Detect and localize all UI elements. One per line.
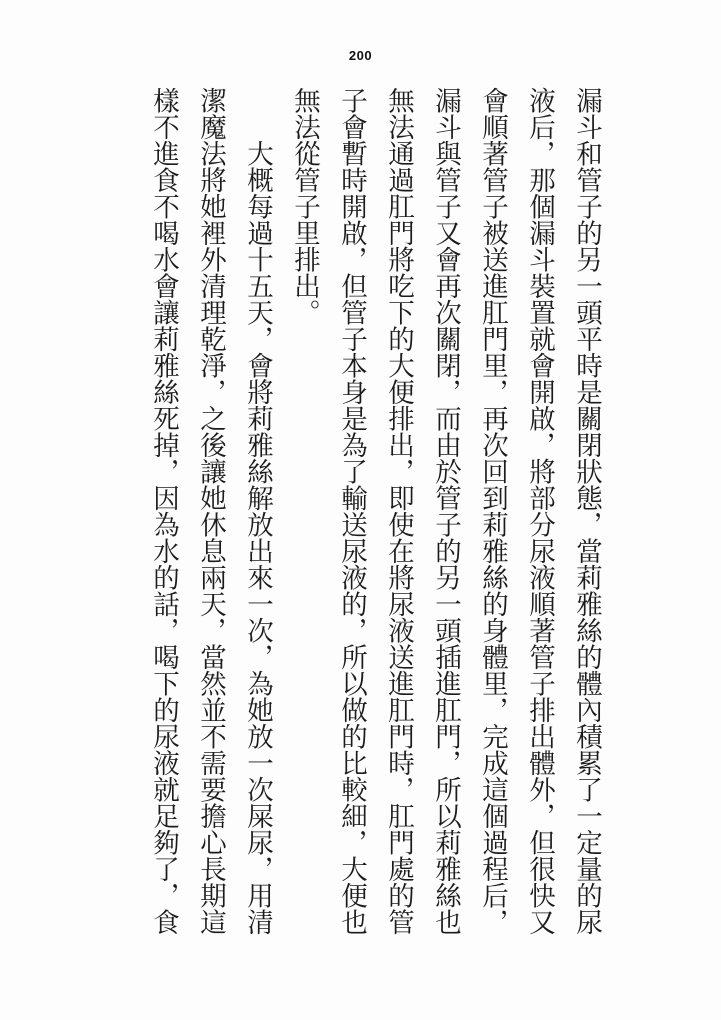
text-column: 會順著管子被送進肛門里，再次回到莉雅絲的身體里，完成這個過程后，: [478, 87, 508, 935]
paragraph-1: [281, 87, 610, 939]
page-number: 200: [348, 48, 373, 63]
text-column: 無法通過肛門將吃下的大便排出，即使在將尿液送進肛門時，肛門處的管: [384, 87, 414, 935]
page-text: [140, 87, 610, 939]
text-column: 液后，那個漏斗裝置就會開啟，將部分尿液順著管子排出體外，但很快又: [525, 87, 555, 935]
text-column: 子會暫時開啟，但管子本身是為了輸送尿液的，所以做的比較細，大便也: [337, 87, 367, 935]
text-column: 大概每過十五天，會將莉雅絲解放出來一次，為她放一次屎尿，用清: [243, 87, 273, 935]
paragraph-2: [140, 87, 281, 939]
text-column: 漏斗與管子又會再次關閉，而由於管子的另一頭插進肛門，所以莉雅絲也: [431, 87, 461, 935]
text-column: 漏斗和管子的另一頭平時是關閉狀態，當莉雅絲的體內積累了一定量的尿: [572, 87, 602, 935]
text-column: 樣不進食不喝水會讓莉雅絲死掉，因為水的話，喝下的尿液就足夠了，食: [149, 87, 179, 935]
text-column: 無法從管子里排出。: [290, 87, 320, 326]
text-column: 潔魔法將她裡外清理乾淨，之後讓她休息兩天，當然並不需要擔心長期這: [196, 87, 226, 935]
